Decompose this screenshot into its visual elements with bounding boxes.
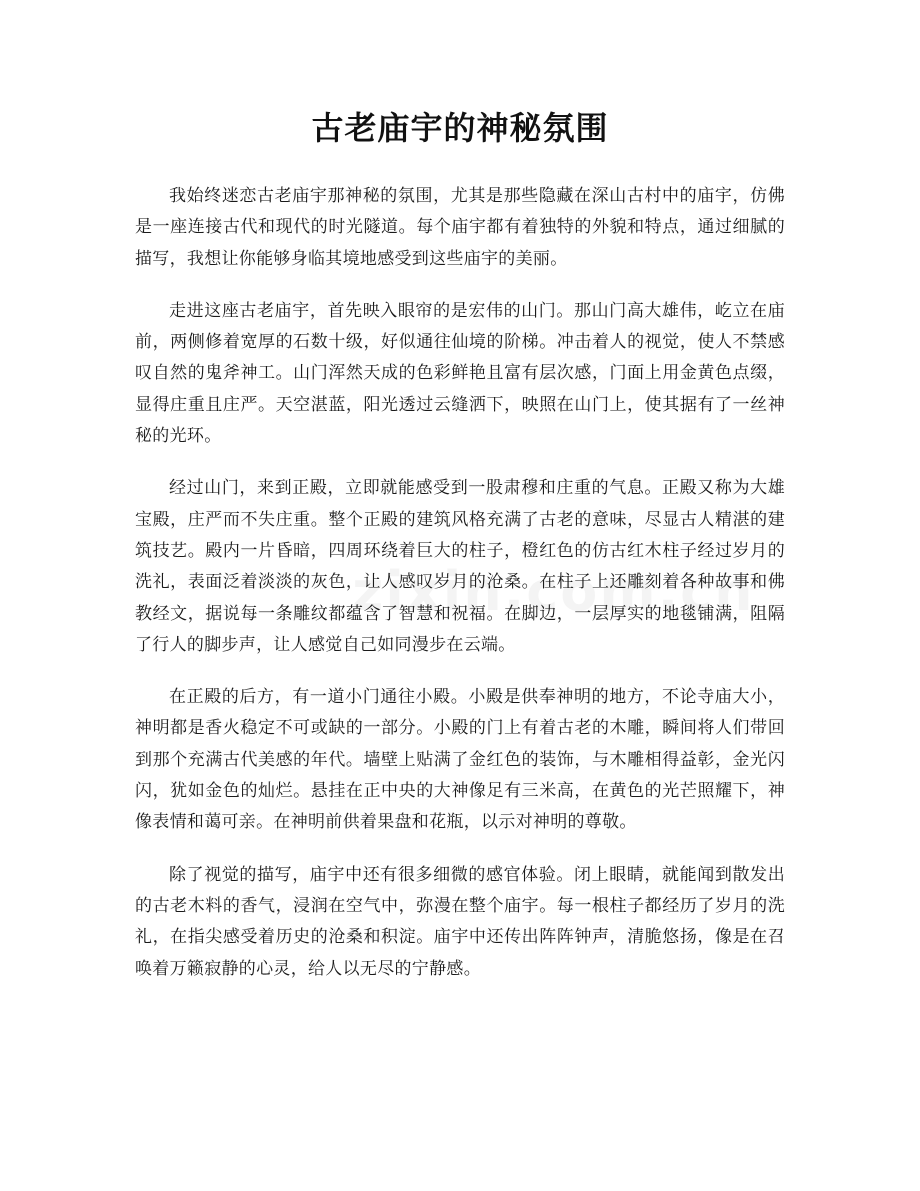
document-body <box>135 181 785 1006</box>
paragraph-4: 在正殿的后方，有一道小门通往小殿。小殿是供奉神明的地方，不论寺庙大小，神明都是香火稳定不可或缺的一部分。小殿的门上有着古老的木雕，瞬间将人们带回到那个充满古代美感的年代。墙壁上贴满了金红色的装饰，与木雕相得益彰，金光闪闪，犹如金色的灿烂。悬挂在正中央的大神像足有三米高，在黄色的光芒照耀下，神像表情和蔼可亲。在神明前供着果盘和花瓶，以示对神明的尊敬。 <box>135 687 785 833</box>
paragraph-3: 经过山门，来到正殿，立即就能感受到一股肃穆和庄重的气息。正殿又称为大雄宝殿，庄严而不失庄重。整个正殿的建筑风格充满了古老的意味，尽显古人精湛的建筑技艺。殿内一片昏暗，四周环绕着巨大的柱子，橙红色的仿古红木柱子经过岁月的洗礼，表面泛着淡淡的灰色，让人感叹岁月的沧桑。在柱子上还雕刻着各种故事和佛教经文，据说每一条雕纹都蕴含了智慧和祝福。在脚边，一层厚实的地毯铺满，阻隔了行人的脚步声，让人感觉自己如同漫步在云端。 <box>135 478 785 655</box>
page-title: 古老庙宇的神秘氛围 <box>311 109 609 147</box>
paragraph-5: 除了视觉的描写，庙宇中还有很多细微的感官体验。闭上眼睛，就能闻到散发出的古老木料的香气，浸润在空气中，弥漫在整个庙宇。每一根柱子都经历了岁月的洗礼，在指尖感受着历史的沧桑和积淀。庙宇中还传出阵阵钟声，清脆悠扬，像是在召唤着万籁寂静的心灵，给人以无尽的宁静感。 <box>135 864 785 979</box>
paragraph-2: 走进这座古老庙宇，首先映入眼帘的是宏伟的山门。那山门高大雄伟，屹立在庙前，两侧修着宽厚的石数十级，好似通往仙境的阶梯。冲击着人的视觉，使人不禁感叹自然的鬼斧神工。山门浑然天成的色彩鲜艳且富有层次感，门面上用金黄色点缀，显得庄重且庄严。天空湛蓝，阳光透过云缝洒下，映照在山门上，使其据有了一丝神秘的光环。 <box>135 300 785 447</box>
paragraph-1: 我始终迷恋古老庙宇那神秘的氛围，尤其是那些隐藏在深山古村中的庙宇，仿佛是一座连接古代和现代的时光隧道。每个庙宇都有着独特的外貌和特点，通过细腻的描写，我想让你能够身临其境地感受到这些庙宇的美丽。 <box>135 186 785 269</box>
